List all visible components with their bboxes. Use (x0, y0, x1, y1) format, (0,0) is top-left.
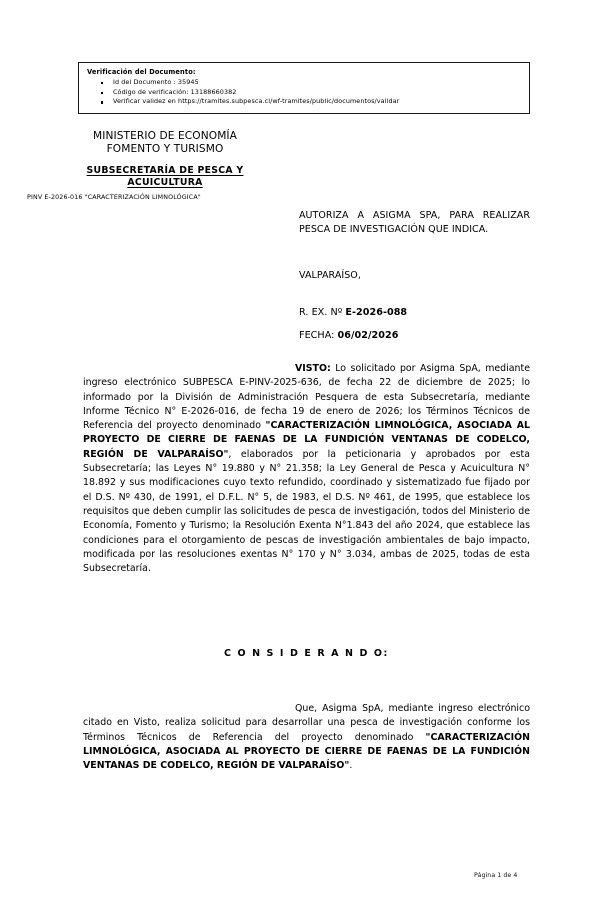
subsecretary-line-1: SUBSECRETARÍA DE PESCA Y (86, 165, 244, 176)
verification-box-title: Verificación del Documento: (87, 68, 196, 76)
visto-project-name: "CARACTERIZACIÓN LIMNOLÓGICA, ASOCIADA AL PROYECTO DE CIERRE DE FAENAS DE LA FUNDICIÓN VENTANAS DE CODELCO, REGIÓN DE VALPARAÍSO" (83, 420, 530, 460)
ministry-line-2: FOMENTO Y TURISMO (106, 143, 224, 156)
considerando-text-1: Que, Asigma SpA, mediante ingreso electrónico citado en Visto, realiza solicitud para desarrollar una pesca de investigación conforme los Términos Técnicos de Referencia del proyecto denominado (83, 703, 530, 743)
ministry-line-1: MINISTERIO DE ECONOMÍA (92, 130, 237, 142)
subsecretary-heading (30, 165, 300, 190)
list-item: Código de verificación: 13188660382 (87, 88, 523, 98)
resolution-number-label: R. EX. Nº (299, 307, 346, 318)
issue-date-label: FECHA: (299, 330, 338, 341)
ministry-heading (30, 130, 300, 156)
subsecretary-line-2: ACUICULTURA (127, 177, 203, 189)
page-footer: Página 1 de 4 (474, 872, 518, 879)
verification-box-list (87, 78, 523, 107)
visto-text-2: , elaborados por la peticionaria y aprobados por esta Subsecretaría; las Leyes N° 19.880 y N° 21.358; la Ley General de Pesca y Acuicultura N° 18.892 y sus modificaciones cuyo texto refundido, coordinado y sistematizado fue fijado por el D.S. Nº 430, de 1991, el D.F.L. N° 5, de 1983, el D.S. Nº 461, de 1995, que establece los requisitos que deben cumplir las solicitudes de pesca de investigación, todos del Ministerio de Economía, Fomento y Turismo; la Resolución Exenta N°1.843 del año 2024, que establece las condiciones para el otorgamiento de pescas de investigación ambientales de bajo impacto, modificada por las resoluciones exentas N° 170 y N° 3.034, ambas de 2025, todas de esta Subsecretaría. (83, 448, 530, 575)
resolution-number-line (299, 307, 407, 318)
visto-text-1: Lo solicitado por Asigma SpA, mediante ingreso electrónico SUBPESCA E-PINV-2025-636, de fecha 22 de diciembre de 2025; lo informado por la División de Administración Pesquera de esta Subsecretaría, mediante Informe Técnico N° E-2026-016, de fecha 19 de enero de 2026; los Términos Técnicos de Referencia del proyecto denominado (83, 363, 530, 432)
visto-paragraph (83, 362, 530, 576)
considerando-text-2: . (349, 760, 353, 772)
project-reference-code: PINV E-2026-016 "CARACTERIZACIÓN LIMNOLÓGICA" (27, 194, 201, 201)
issue-date-value: 06/02/2026 (337, 330, 399, 341)
resolution-number-value: E-2026-088 (345, 307, 408, 318)
issue-place: VALPARAÍSO, (299, 270, 361, 281)
considerando-project-name: "CARACTERIZACIÓN LIMNOLÓGICA, ASOCIADA AL PROYECTO DE CIERRE DE FAENAS DE LA FUNDICIÓN VENTANAS DE CODELCO, REGIÓN DE VALPARAÍSO" (83, 731, 530, 772)
visto-heading: VISTO: (295, 363, 331, 374)
considerando-paragraph (83, 702, 530, 773)
considerando-heading: C O N S I D E R A N D O: (224, 648, 389, 659)
issue-date-line (299, 330, 398, 341)
verification-box (78, 62, 530, 114)
list-item: Id del Documento : 35945 (87, 78, 523, 88)
document-subject: AUTORIZA A ASIGMA SPA, PARA REALIZAR PESCA DE INVESTIGACIÓN QUE INDICA. (299, 210, 530, 235)
list-item[interactable]: Verificar validez en https://tramites.subpesca.cl/wf-tramites/public/documentos/validar (87, 97, 523, 107)
